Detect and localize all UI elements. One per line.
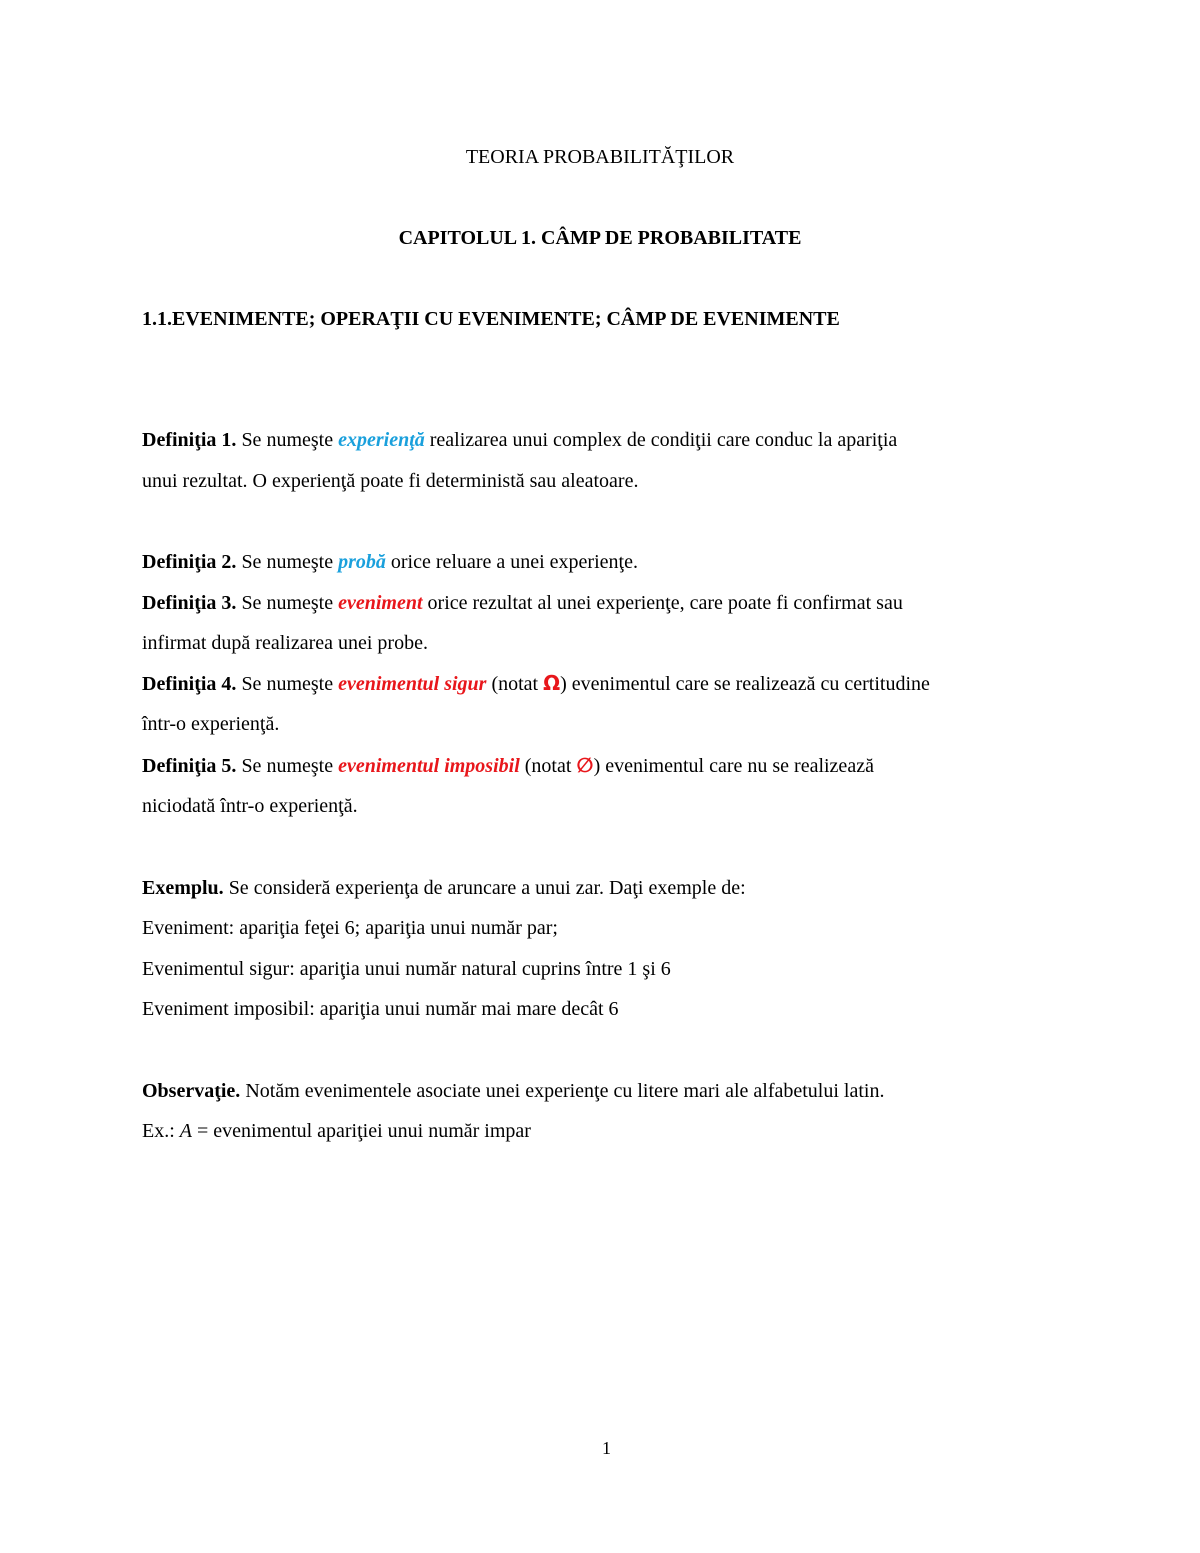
definition-text: (notat <box>486 673 544 695</box>
example-label: Exemplu. <box>142 877 224 899</box>
definition-term: evenimentul sigur <box>338 673 487 695</box>
definition-text: Se numeşte <box>236 673 339 695</box>
section-title: EVENIMENTE; OPERAŢII CU EVENIMENTE; CÂMP DE EVENIMENTE <box>172 308 840 330</box>
definition-label: Definiţia 4. <box>142 673 237 695</box>
definition-5-line2: niciodată într-o experienţă. <box>142 795 358 817</box>
definition-term: evenimentul imposibil <box>338 755 520 777</box>
definition-text: orice rezultat al unei experienţe, care poate fi confirmat sau <box>422 592 903 614</box>
event-variable: A <box>179 1120 192 1142</box>
definition-label: Definiţia 3. <box>142 592 237 614</box>
definition-term: experienţă <box>338 429 425 451</box>
example-prefix: Ex.: <box>142 1120 180 1142</box>
definition-text: realizarea unui complex de condiţii care conduc la apariţia <box>424 429 898 451</box>
definition-text: ) evenimentul care nu se realizează <box>593 755 874 777</box>
example-intro <box>142 876 746 900</box>
definition-term: probă <box>338 551 386 573</box>
definition-4-line2: într-o experienţă. <box>142 713 280 735</box>
definition-3 <box>142 591 903 615</box>
document-title: TEORIA PROBABILITĂŢILOR <box>465 146 735 168</box>
example-item: Eveniment: apariţia feţei 6; apariţia unui număr par; <box>142 917 558 939</box>
definition-text: Se numeşte <box>236 551 339 573</box>
definition-5 <box>142 753 874 778</box>
observation-label: Observaţie. <box>142 1080 241 1102</box>
example-item: Evenimentul sigur: apariţia unui număr natural cuprins între 1 şi 6 <box>142 958 671 980</box>
example-item: Eveniment imposibil: apariţia unui număr mai mare decât 6 <box>142 998 619 1020</box>
definition-text: orice reluare a unei experienţe. <box>385 551 638 573</box>
definition-term: eveniment <box>338 592 423 614</box>
definition-label: Definiţia 5. <box>142 755 237 777</box>
definition-label: Definiţia 2. <box>142 551 237 573</box>
definition-3-line2: infirmat după realizarea unei probe. <box>142 632 428 654</box>
definition-text: Se numeşte <box>236 755 339 777</box>
omega-symbol: Ω <box>543 671 561 695</box>
definition-text: Se numeşte <box>236 429 339 451</box>
definition-text: ) evenimentul care se realizează cu certitudine <box>560 673 930 695</box>
definition-4 <box>142 671 930 696</box>
definition-1-line2: unui rezultat. O experienţă poate fi deterministă sau aleatoare. <box>142 470 639 492</box>
example-definition: = evenimentul apariţiei unui număr impar <box>192 1120 531 1142</box>
section-heading <box>142 307 840 331</box>
empty-set-symbol: ∅ <box>576 753 594 777</box>
definition-1 <box>142 428 897 452</box>
observation-text: Notăm evenimentele asociate unei experienţe cu litere mari ale alfabetului latin. <box>240 1080 885 1102</box>
section-number: 1.1. <box>142 308 172 330</box>
definition-text: (notat <box>519 755 577 777</box>
definition-label: Definiţia 1. <box>142 429 237 451</box>
definition-2 <box>142 550 638 574</box>
observation-example <box>142 1119 531 1143</box>
example-text: Se consideră experienţa de aruncare a unui zar. Daţi exemple de: <box>223 877 746 899</box>
chapter-title: CAPITOLUL 1. CÂMP DE PROBABILITATE <box>398 227 802 249</box>
definition-text: Se numeşte <box>236 592 339 614</box>
observation <box>142 1079 884 1103</box>
page-number: 1 <box>602 1438 611 1458</box>
